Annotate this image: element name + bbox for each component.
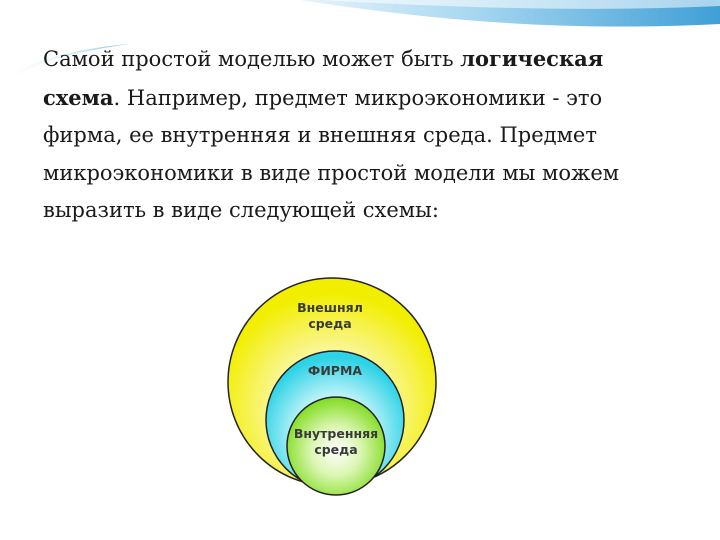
- inner-label-line1: Внутренняя: [293, 426, 379, 441]
- text-rest: . Например, предмет микроэкономики - это фирма, ее внутренняя и внешняя среда. Предмет микроэкономики в виде простой модели мы можем выразить в виде следующей схемы:: [43, 85, 620, 222]
- text-intro: Самой простой моделью может быть: [43, 47, 461, 71]
- inner-label-line2: среда: [314, 442, 358, 457]
- firm-label: ФИРМА: [307, 363, 363, 378]
- outer-label-line1: Внешнял: [297, 300, 363, 315]
- nested-circles-diagram: [224, 276, 444, 496]
- text-bold-scheme: схема: [43, 84, 114, 110]
- body-paragraph: [43, 40, 683, 230]
- text-bold-logical: логическая: [460, 46, 604, 71]
- outer-label-line2: среда: [308, 316, 352, 331]
